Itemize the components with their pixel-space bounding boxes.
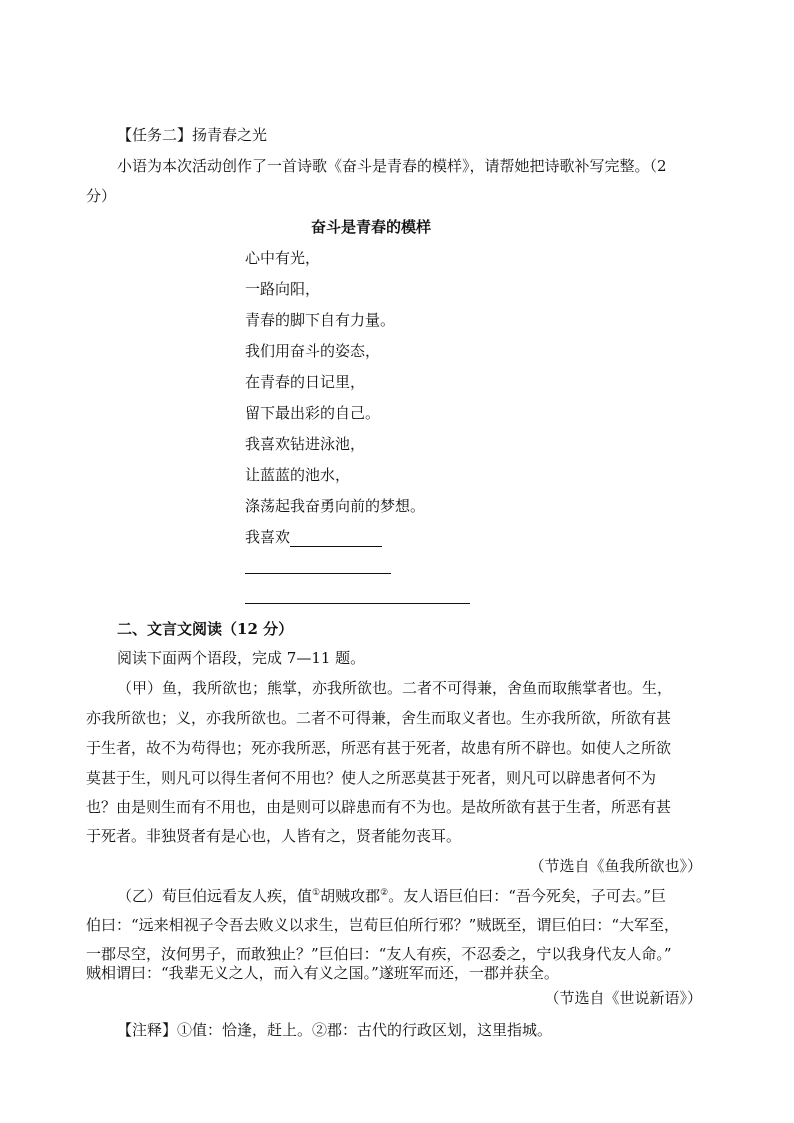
- poem-title: 奋斗是青春的模样: [311, 218, 432, 236]
- passage-b-line: 伯曰：“远来相视子令吾去败义以求生，岂荀巨伯所行邪？”贼既至，谓巨伯曰：“大军至，: [86, 916, 680, 934]
- passage-b-line: 贼相谓曰：“我辈无义之人，而入有义之国。”遂班军而还，一郡并获全。: [86, 964, 559, 982]
- passage-a-line: 于死者。非独贤者有是心也，人皆有之，贤者能勿丧耳。: [86, 827, 462, 845]
- answer-blank-3[interactable]: [245, 603, 470, 604]
- passage-a-source: （节选自《鱼我所欲也》）: [529, 857, 702, 875]
- passage-b-line-1: [117, 886, 666, 906]
- task2-prompt-line2: 分）: [86, 187, 117, 205]
- poem-line: 让蓝蓝的池水，: [245, 466, 351, 484]
- task2-heading: 【任务二】扬青春之光: [117, 126, 268, 144]
- answer-blank-2[interactable]: [245, 573, 391, 574]
- poem-fill-prefix: 我喜欢: [245, 528, 291, 546]
- passage-a-line: 也？由是则生而有不用也，由是则可以辟患而有不为也。是故所欲有甚于生者，所恶有甚: [86, 798, 672, 816]
- passage-b-line: 一郡尽空，汝何男子，而敢独止？”巨伯曰：“友人有疾，不忍委之，宁以我身代友人命。”: [86, 945, 672, 963]
- poem-line: 一路向阳，: [245, 280, 321, 298]
- task2-prompt-line1: 小语为本次活动创作了一首诗歌《奋斗是青春的模样》，请帮她把诗歌补写完整。（2: [117, 157, 667, 175]
- poem-line: 心中有光，: [245, 249, 321, 267]
- passage-a-line: （甲）鱼，我所欲也；熊掌，亦我所欲也。二者不可得兼，舍鱼而取熊掌者也。生，: [117, 679, 673, 697]
- passage-b-text: 胡贼攻郡: [320, 887, 381, 905]
- section2-heading: 二、文言文阅读（12 分）: [117, 620, 294, 638]
- passage-a-line: 莫甚于生，则凡可以得生者何不用也？使人之所恶莫甚于死者，则凡可以辟患者何不为: [86, 769, 657, 787]
- poem-line: 青春的脚下自有力量。: [245, 311, 396, 329]
- footnote-marker: ②: [380, 888, 389, 898]
- passage-b-text: （乙）荀巨伯远看友人疾，值: [117, 887, 313, 905]
- passage-b-text: 。友人语巨伯曰：“吾今死矣，子可去。”巨: [388, 887, 667, 905]
- annotation-notes: 【注释】①值：恰逢，赶上。②郡：古代的行政区划，这里指城。: [117, 1021, 553, 1039]
- footnote-marker: ①: [312, 888, 321, 898]
- poem-line: 涤荡起我奋勇向前的梦想。: [245, 497, 426, 515]
- poem-fill-line: [245, 527, 382, 547]
- poem-line: 我喜欢钻进泳池，: [245, 435, 366, 453]
- passage-a-line: 亦我所欲也；义，亦我所欲也。二者不可得兼，舍生而取义者也。生亦我所欲，所欲有甚: [86, 709, 672, 727]
- section2-instruction: 阅读下面两个语段，完成 7—11 题。: [117, 649, 366, 667]
- poem-line: 我们用奋斗的姿态，: [245, 342, 381, 360]
- poem-line: 在青春的日记里，: [245, 373, 366, 391]
- answer-blank-1[interactable]: [290, 530, 382, 547]
- poem-line: 留下最出彩的自己。: [245, 404, 381, 422]
- passage-a-line: 于生者，故不为苟得也；死亦我所恶，所恶有甚于死者，故患有所不辟也。如使人之所欲: [86, 739, 672, 757]
- passage-b-source: （节选自《世说新语》）: [544, 989, 702, 1007]
